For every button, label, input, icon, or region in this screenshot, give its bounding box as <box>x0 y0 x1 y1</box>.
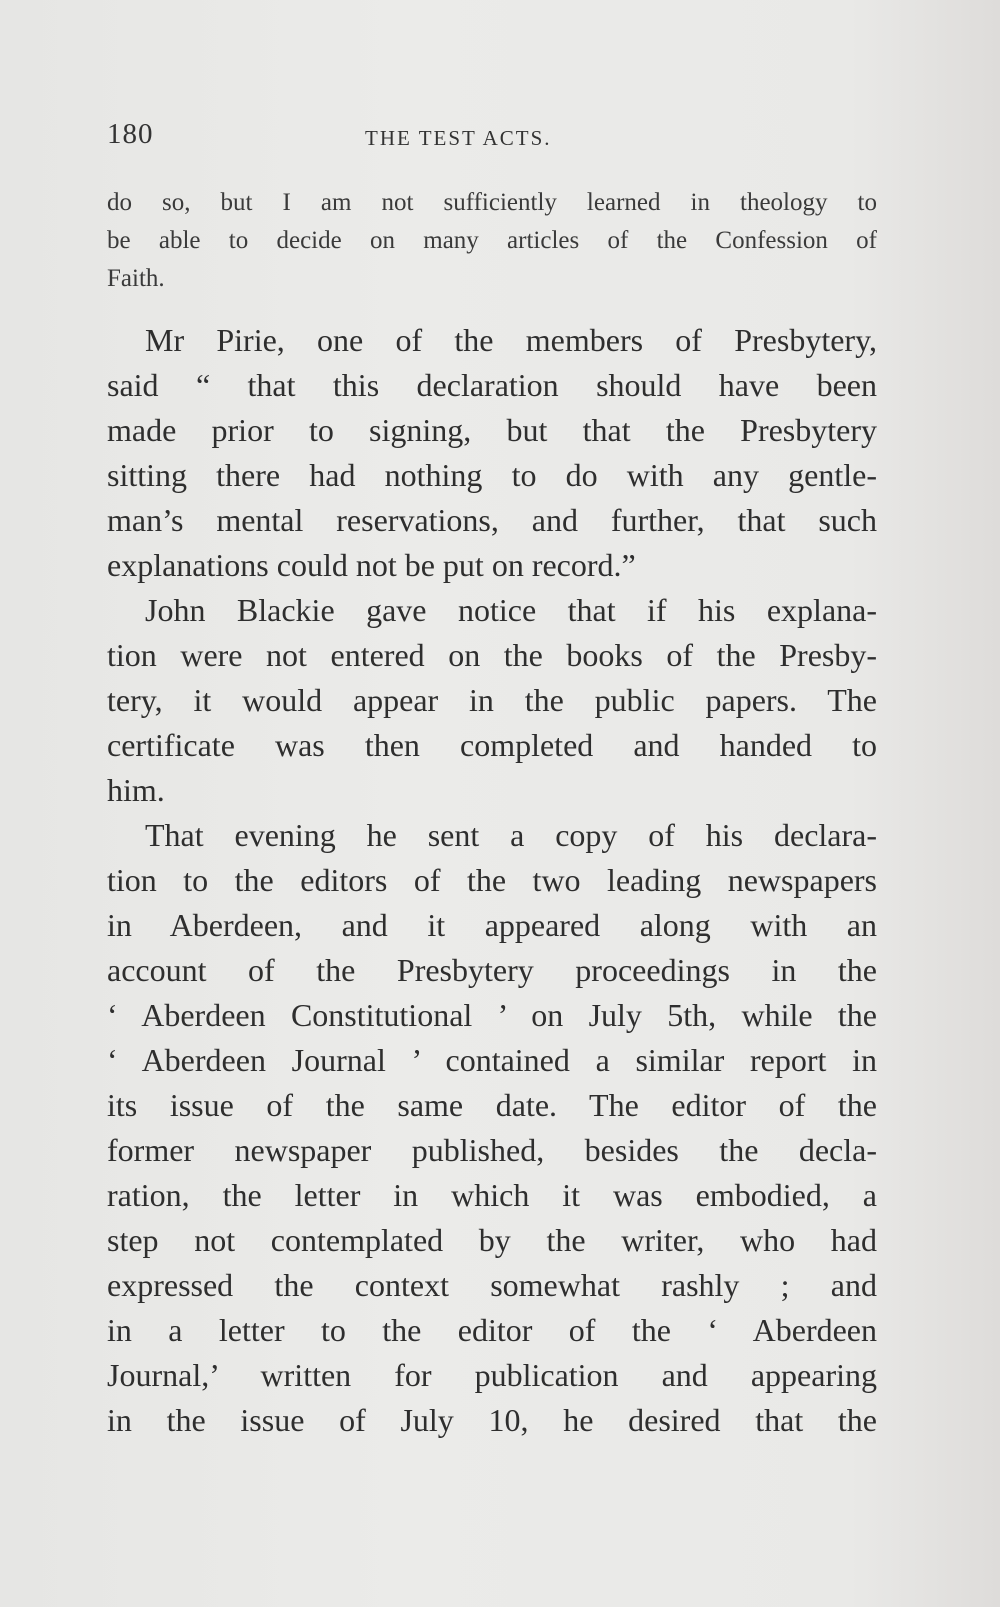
text-line: do so, but I am not sufficiently learned in theology to <box>107 189 877 216</box>
running-head: THE TEST ACTS. <box>365 126 552 150</box>
text-line: made prior to signing, but that the Presbytery <box>107 412 877 448</box>
text-line: said “ that this declaration should have been <box>107 367 877 403</box>
text-line: man’s mental reservations, and further, that such <box>107 502 877 538</box>
text-line: sitting there had nothing to do with any gentle- <box>107 457 877 493</box>
page-number: 180 <box>107 118 154 150</box>
text-line: Journal,’ written for publication and appearing <box>107 1357 877 1393</box>
page-header <box>107 118 872 158</box>
text-line: in a letter to the editor of the ‘ Aberdeen <box>107 1312 877 1348</box>
text-line: ‘ Aberdeen Constitutional ’ on July 5th, while the <box>107 997 877 1033</box>
text-line: its issue of the same date. The editor of the <box>107 1087 877 1123</box>
paragraph-evening <box>107 813 877 1443</box>
text-line: John Blackie gave notice that if his explana- <box>145 592 877 628</box>
text-line: expressed the context somewhat rashly ; and <box>107 1267 877 1303</box>
text-line: Mr Pirie, one of the members of Presbytery, <box>145 322 877 358</box>
text-line: That evening he sent a copy of his declara- <box>145 817 877 853</box>
text-line: step not contemplated by the writer, who had <box>107 1222 877 1258</box>
text-line: tion to the editors of the two leading newspapers <box>107 862 877 898</box>
text-line: tery, it would appear in the public papers. The <box>107 682 877 718</box>
text-line: him. <box>107 772 165 808</box>
text-line: be able to decide on many articles of the Confession of <box>107 227 877 254</box>
text-line: account of the Presbytery proceedings in the <box>107 952 877 988</box>
paragraph-pirie <box>107 318 877 588</box>
text-line: in the issue of July 10, he desired that the <box>107 1402 877 1438</box>
paragraph-blackie <box>107 588 877 813</box>
text-line: ration, the letter in which it was embodied, a <box>107 1177 877 1213</box>
text-line: certificate was then completed and handed to <box>107 727 877 763</box>
text-line: in Aberdeen, and it appeared along with an <box>107 907 877 943</box>
text-line: former newspaper published, besides the decla- <box>107 1132 877 1168</box>
body-text <box>107 318 877 1443</box>
quoted-continuation <box>107 184 877 298</box>
text-line: ‘ Aberdeen Journal ’ contained a similar report in <box>107 1042 877 1078</box>
text-line: explanations could not be put on record.” <box>107 547 636 583</box>
text-line: Faith. <box>107 265 165 292</box>
text-line: tion were not entered on the books of the Presby- <box>107 637 877 673</box>
